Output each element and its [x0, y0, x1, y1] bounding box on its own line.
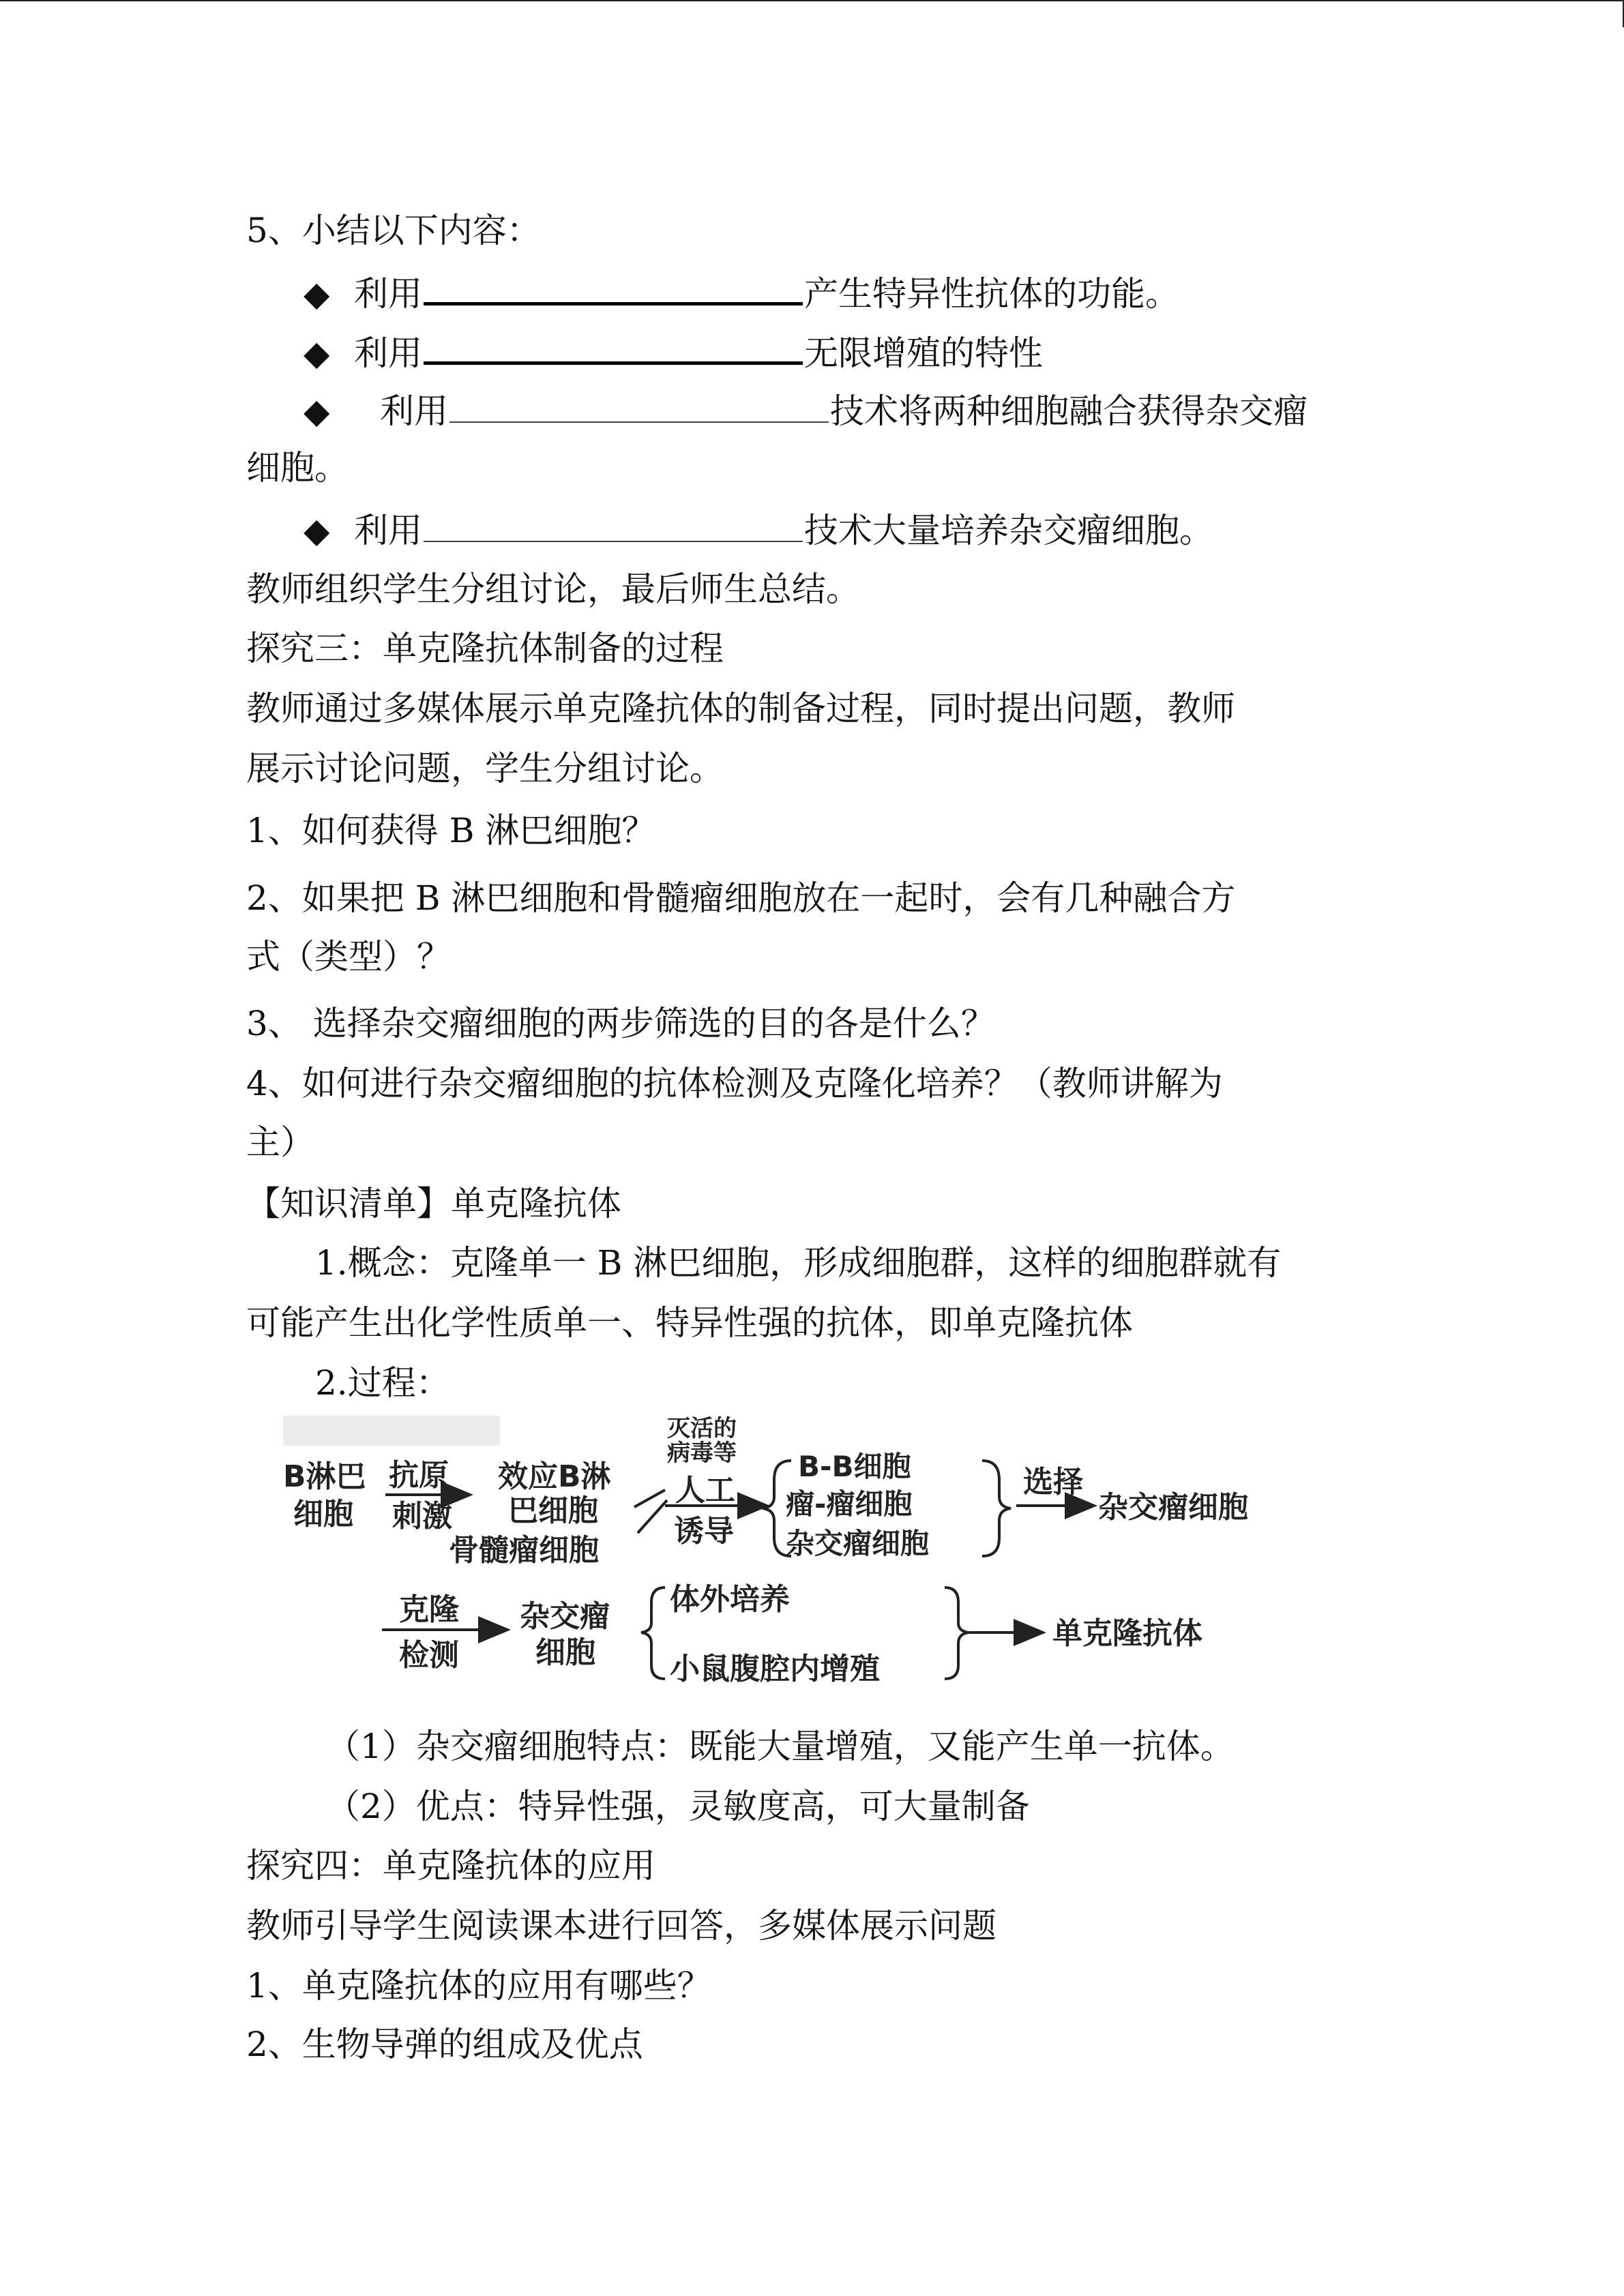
merge-line-top	[634, 1490, 665, 1507]
in-mouse-label: 小鼠腹腔内增殖	[670, 1652, 880, 1686]
paragraph: 教师组织学生分组讨论，最后师生总结。	[246, 569, 860, 609]
feature-line-2: （2）优点：特异性强，灵敏度高，可大量制备	[326, 1787, 1030, 1826]
question-4-cont: 主）	[246, 1122, 314, 1162]
effector-label-1: 效应B淋	[498, 1459, 611, 1494]
paragraph: 教师引导学生阅读课本进行回答，多媒体展示问题	[246, 1906, 996, 1945]
summary-item-1: ◆ 利用 产生特异性抗体的功能。	[304, 269, 1179, 314]
select-label: 选择	[1023, 1465, 1083, 1500]
hybridoma-2-label-1: 杂交瘤	[520, 1599, 610, 1634]
hybridoma-label: 杂交瘤细胞	[786, 1527, 930, 1560]
summary-heading: 5、小结以下内容：	[246, 211, 541, 250]
effector-label-2: 巴细胞	[508, 1493, 598, 1528]
fill-blank-3[interactable]	[449, 389, 829, 423]
summary-item-3: ◆ 利用 技术将两种细胞融合获得杂交瘤	[304, 389, 1308, 432]
diamond-bullet-icon: ◆	[304, 511, 330, 550]
result-hybridoma-label: 杂交瘤细胞	[1098, 1490, 1248, 1525]
induce-label: 诱导	[674, 1514, 734, 1549]
question-app-2: 2、生物导弹的组成及优点	[246, 2025, 643, 2064]
b-cell-label-2: 细胞	[293, 1497, 353, 1532]
bb-cell-label: B-B细胞	[798, 1450, 911, 1483]
section-heading-3: 探究三：单克隆抗体制备的过程	[246, 629, 724, 668]
virus-label-2: 病毒等	[667, 1440, 737, 1467]
mab-label: 单克隆抗体	[1052, 1616, 1202, 1651]
virus-label-1: 灭活的	[667, 1415, 737, 1442]
in-vitro-label: 体外培养	[670, 1582, 790, 1617]
question-app-1: 1、单克隆抗体的应用有哪些？	[246, 1966, 711, 2006]
right-brace	[982, 1461, 1011, 1556]
summary-item-4: ◆ 利用 技术大量培养杂交瘤细胞。	[304, 508, 1213, 551]
tumor-tumor-label: 瘤-瘤细胞	[786, 1487, 913, 1521]
diamond-bullet-icon: ◆	[304, 333, 330, 373]
detect-label: 检测	[399, 1638, 459, 1673]
diamond-bullet-icon: ◆	[304, 274, 330, 314]
concept-line-cont: 可能产生出化学性质单一、特异性强的抗体，即单克隆抗体	[246, 1303, 1133, 1343]
knowledge-list-heading: 【知识清单】单克隆抗体	[246, 1184, 621, 1223]
question-4: 4、如何进行杂交瘤细胞的抗体检测及克隆化培养？（教师讲解为	[246, 1064, 1223, 1103]
myeloma-label: 骨髓瘤细胞	[449, 1533, 599, 1568]
concept-line: 1.概念：克隆单一 B 淋巴细胞，形成细胞群，这样的细胞群就有	[315, 1243, 1282, 1283]
left-brace-2	[641, 1587, 665, 1679]
fill-blank-2[interactable]	[424, 329, 803, 365]
clone-label: 克隆	[399, 1592, 459, 1627]
merge-line-bottom	[638, 1500, 667, 1533]
feature-line-1: （1）杂交瘤细胞特点：既能大量增殖，又能产生单一抗体。	[326, 1727, 1235, 1766]
gray-strip	[283, 1416, 500, 1446]
question-1: 1、如何获得 B 淋巴细胞？	[246, 811, 656, 850]
process-diagram	[273, 1412, 1310, 1691]
fill-blank-4[interactable]	[424, 508, 803, 542]
diamond-bullet-icon: ◆	[304, 391, 330, 431]
question-2: 2、如果把 B 淋巴细胞和骨髓瘤细胞放在一起时，会有几种融合方	[246, 878, 1236, 918]
hybridoma-2-label-2: 细胞	[535, 1635, 595, 1670]
section-heading-4: 探究四：单克隆抗体的应用	[246, 1846, 655, 1885]
paragraph: 展示讨论问题，学生分组讨论。	[246, 749, 724, 788]
process-label: 2.过程：	[315, 1363, 450, 1403]
question-2-cont: 式（类型）？	[246, 937, 451, 976]
right-brace-2	[945, 1587, 969, 1679]
question-3: 3、 选择杂交瘤细胞的两步筛选的目的各是什么？	[246, 1004, 995, 1043]
artificial-label: 人工	[675, 1473, 735, 1508]
antigen-label: 抗原	[389, 1458, 449, 1493]
summary-item-2: ◆ 利用 无限增殖的特性	[304, 329, 1043, 374]
b-cell-label-1: B淋巴	[283, 1459, 366, 1494]
paragraph: 教师通过多媒体展示单克隆抗体的制备过程，同时提出问题，教师	[246, 689, 1235, 728]
stimulus-label: 刺激	[392, 1499, 452, 1534]
page-top-border	[0, 0, 1623, 1]
fill-blank-1[interactable]	[424, 269, 803, 305]
summary-item-3-cont: 细胞。	[246, 448, 349, 488]
